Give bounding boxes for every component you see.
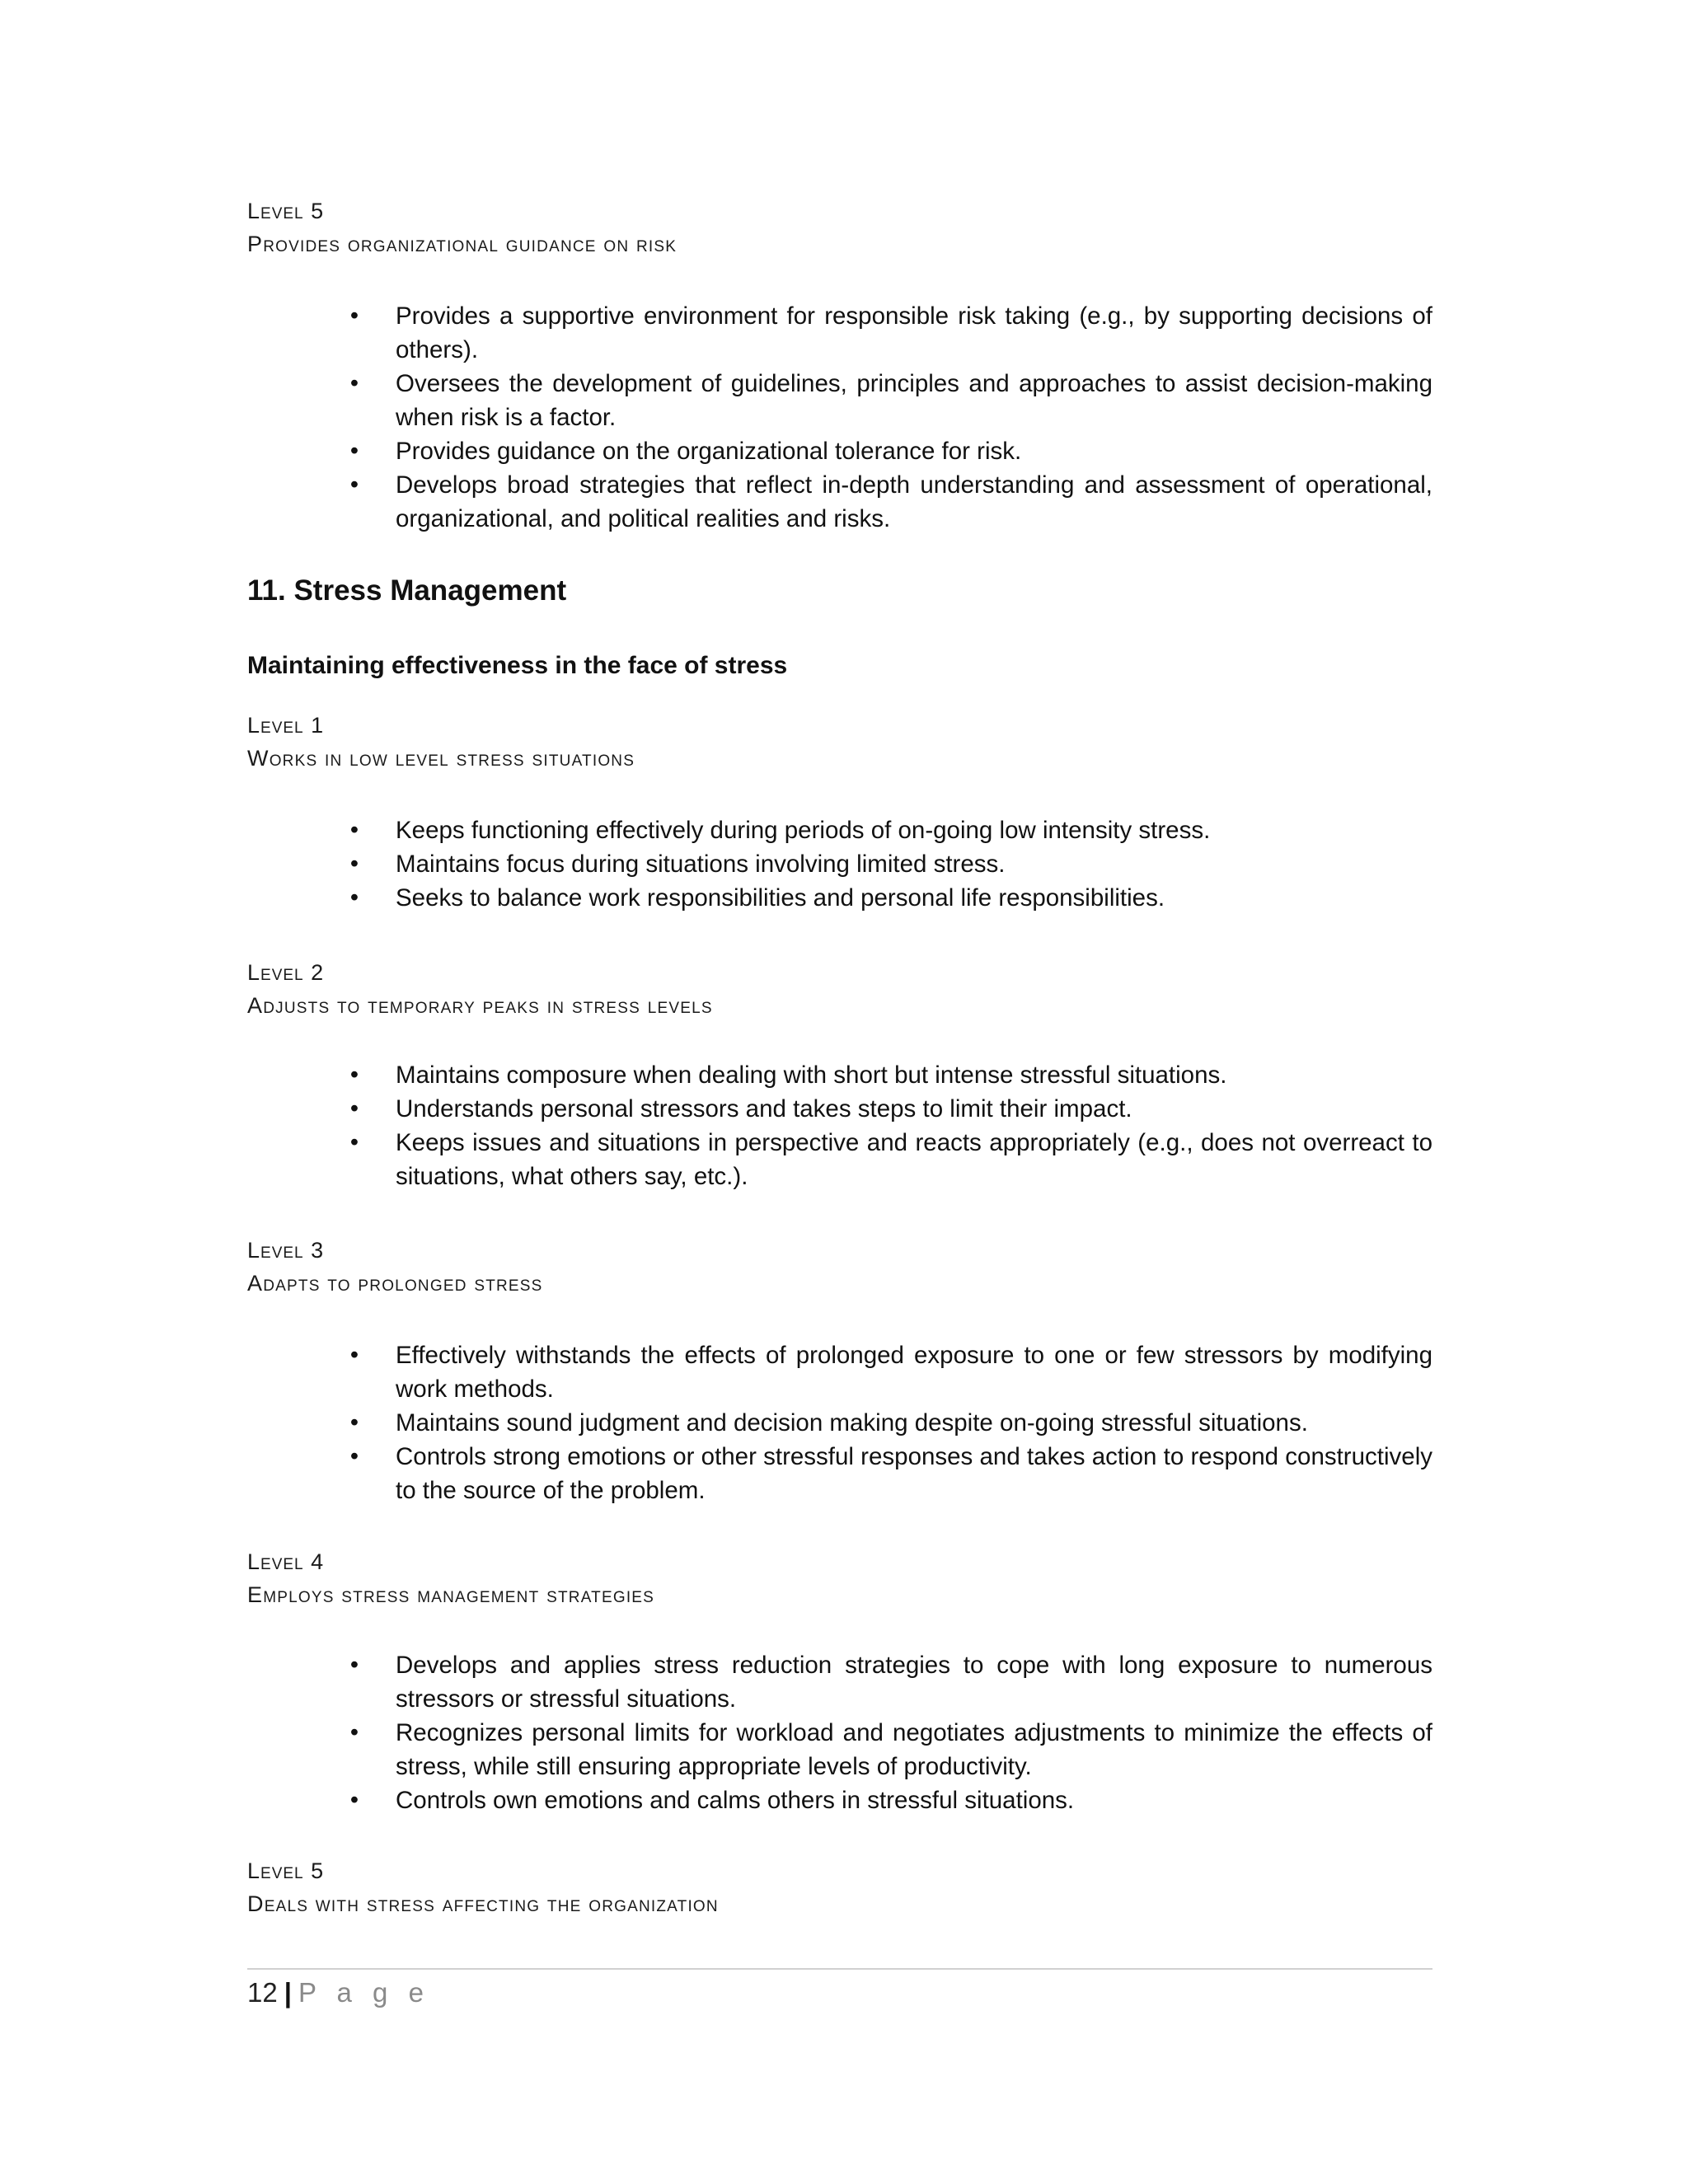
level-header-1 xyxy=(247,709,635,775)
level-subtitle: Provides organizational guidance on risk xyxy=(247,232,678,256)
bullet-icon: • xyxy=(349,1409,359,1436)
page-label: P a g e xyxy=(298,1977,430,2008)
level-subtitle: Adjusts to temporary peaks in stress levels xyxy=(247,993,713,1018)
level-subtitle: Employs stress management strategies xyxy=(247,1582,655,1607)
list-item: • Provides a supportive environment for responsible risk taking (e.g., by supporting decisions of others). xyxy=(346,299,1432,367)
bullet-icon: • xyxy=(349,817,359,843)
list-item: • Oversees the development of guidelines, principles and approaches to assist decision-making when risk is a factor. xyxy=(346,367,1432,434)
level-title: Level 5 xyxy=(247,199,325,223)
list-item: • Understands personal stressors and takes steps to limit their impact. xyxy=(346,1092,1432,1126)
bullet-icon: • xyxy=(349,1443,359,1469)
level-title: Level 2 xyxy=(247,960,325,985)
bullet-list-risk-5 xyxy=(346,299,1432,536)
bullet-icon: • xyxy=(349,1652,359,1678)
bullet-list-3 xyxy=(346,1338,1432,1507)
list-item: • Develops and applies stress reduction strategies to cope with long exposure to numerous stressors or stressful situations. xyxy=(346,1648,1432,1716)
bullet-list-1 xyxy=(346,813,1432,915)
level-subtitle: Adapts to prolonged stress xyxy=(247,1271,543,1296)
bullet-icon: • xyxy=(349,1095,359,1122)
list-item: • Maintains composure when dealing with short but intense stressful situations. xyxy=(346,1058,1432,1092)
level-subtitle: Deals with stress affecting the organization xyxy=(247,1891,719,1916)
footer-divider xyxy=(247,1968,1432,1970)
list-item: • Develops broad strategies that reflect in-depth understanding and assessment of operational, organizational, and political realities and risks. xyxy=(346,468,1432,536)
page-number: 12 xyxy=(247,1977,278,2008)
list-item: • Controls strong emotions or other stressful responses and takes action to respond constructively to the source of the problem. xyxy=(346,1440,1432,1507)
bullet-icon: • xyxy=(349,884,359,911)
bullet-icon: • xyxy=(349,1342,359,1368)
list-item: • Keeps issues and situations in perspective and reacts appropriately (e.g., does not overreact to situations, what others say, etc.). xyxy=(346,1126,1432,1193)
level-header-3 xyxy=(247,1234,543,1300)
level-subtitle: Works in low level stress situations xyxy=(247,746,635,771)
list-item: • Provides guidance on the organizational tolerance for risk. xyxy=(346,434,1432,468)
bullet-icon: • xyxy=(349,302,359,329)
list-item: • Effectively withstands the effects of prolonged exposure to one or few stressors by modifying work methods. xyxy=(346,1338,1432,1406)
level-title: Level 3 xyxy=(247,1238,325,1263)
level-header-5 xyxy=(247,1854,719,1920)
list-item: • Seeks to balance work responsibilities and personal life responsibilities. xyxy=(346,881,1432,915)
section-subtitle: Maintaining effectiveness in the face of stress xyxy=(247,652,788,679)
list-item: • Maintains sound judgment and decision making despite on-going stressful situations. xyxy=(346,1406,1432,1440)
bullet-list-2 xyxy=(346,1058,1432,1193)
bullet-icon: • xyxy=(349,438,359,464)
level-title: Level 4 xyxy=(247,1549,325,1574)
footer-separator: | xyxy=(284,1977,292,2008)
bullet-icon: • xyxy=(349,1719,359,1746)
bullet-icon: • xyxy=(349,370,359,396)
level-header-2 xyxy=(247,956,713,1022)
level-header-risk-5 xyxy=(247,194,677,260)
bullet-icon: • xyxy=(349,851,359,877)
list-item: • Recognizes personal limits for workload and negotiates adjustments to minimize the effects of stress, while still ensuring appropriate levels of productivity. xyxy=(346,1716,1432,1783)
bullet-list-4 xyxy=(346,1648,1432,1817)
list-item: • Controls own emotions and calms others in stressful situations. xyxy=(346,1783,1432,1817)
list-item: • Maintains focus during situations involving limited stress. xyxy=(346,847,1432,881)
bullet-icon: • xyxy=(349,1129,359,1155)
page-footer xyxy=(247,1976,430,2009)
level-header-4 xyxy=(247,1545,654,1611)
bullet-icon: • xyxy=(349,1062,359,1088)
bullet-icon: • xyxy=(349,471,359,498)
list-item: • Keeps functioning effectively during periods of on-going low intensity stress. xyxy=(346,813,1432,847)
bullet-icon: • xyxy=(349,1787,359,1813)
level-title: Level 1 xyxy=(247,713,325,738)
section-title: 11. Stress Management xyxy=(247,574,567,607)
level-title: Level 5 xyxy=(247,1858,325,1883)
